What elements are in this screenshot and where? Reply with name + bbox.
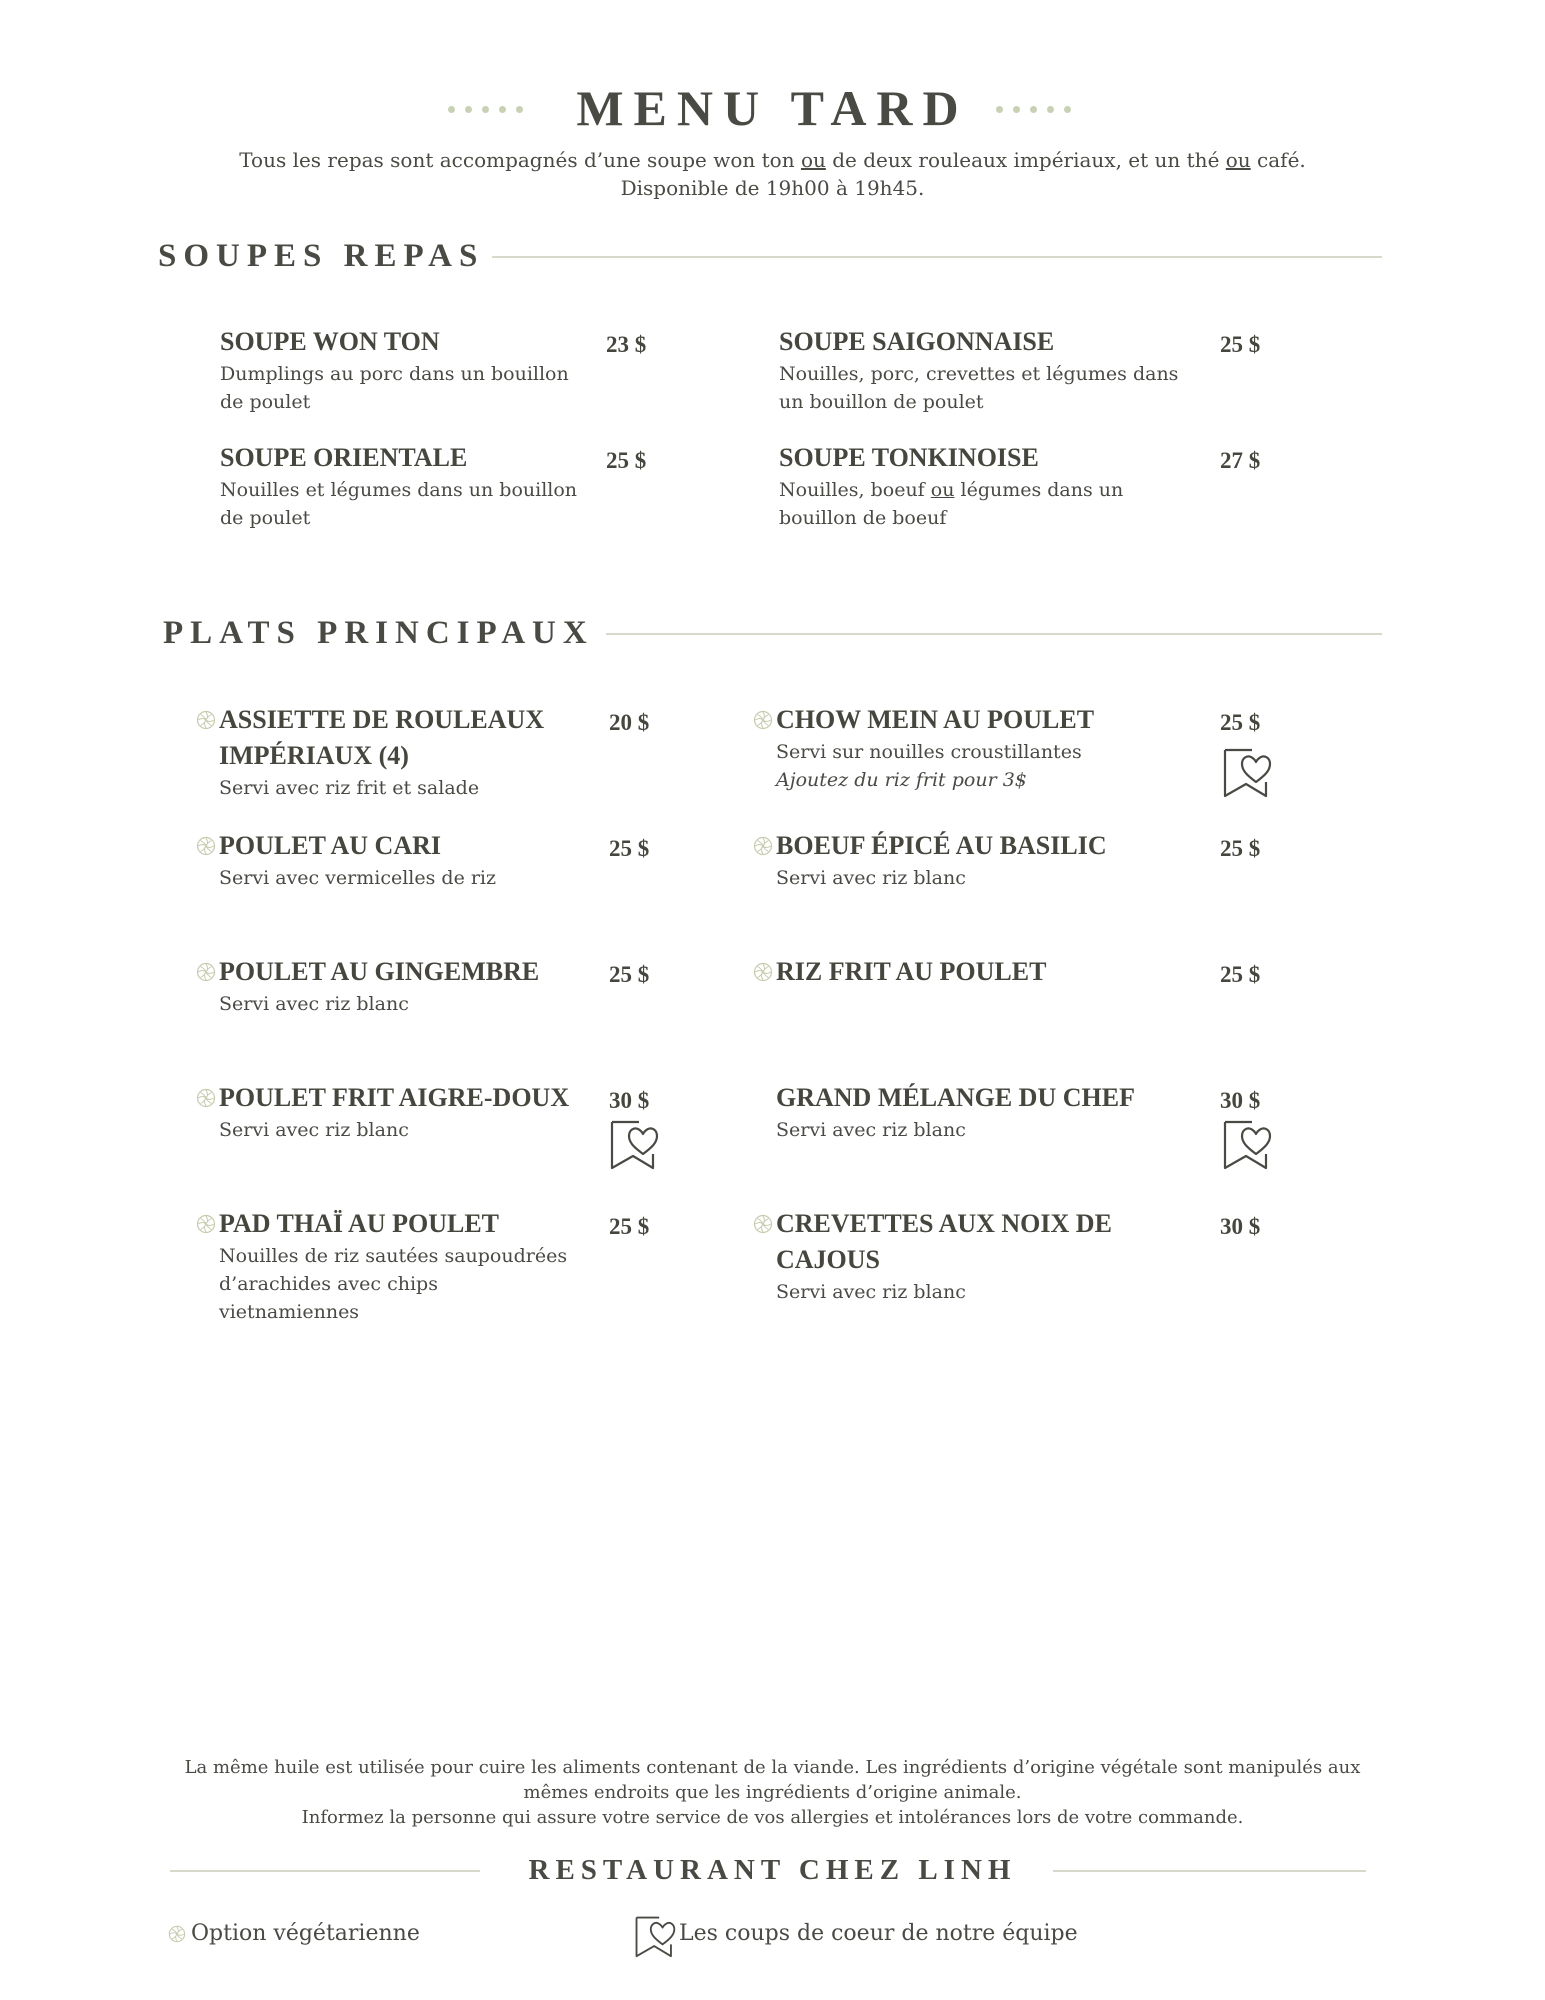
menu-item-assiette-rouleaux <box>219 702 544 802</box>
section-title-plats: PLATS PRINCIPAUX <box>163 615 594 651</box>
vegetarian-icon <box>196 1088 216 1108</box>
legend-vegetarian: Option végétarienne <box>191 1921 420 1946</box>
intro-part: Tous les repas sont accompagnés d’une soupe won ton <box>239 148 801 172</box>
menu-title-wrap <box>0 78 1545 138</box>
item-price: 20 $ <box>609 710 650 735</box>
vegetarian-icon <box>753 962 773 982</box>
allergy-note-line: Informez la personne qui assure votre service de vos allergies et intolérances lors de votre commande. <box>301 1807 1244 1828</box>
item-name: BOEUF ÉPICÉ AU BASILIC <box>776 831 1107 860</box>
item-name: CHOW MEIN AU POULET <box>776 705 1095 734</box>
item-note: Ajoutez du riz frit pour 3$ <box>776 769 1027 791</box>
item-desc: Dumplings au porc dans un bouillon de poulet <box>220 363 569 413</box>
item-name: SOUPE WON TON <box>220 327 440 356</box>
favorite-heart-icon <box>1222 1118 1272 1170</box>
menu-item-poulet-cari <box>219 828 496 892</box>
item-name: POULET AU CARI <box>219 831 442 860</box>
item-price: 25 $ <box>1220 332 1261 357</box>
menu-title: MENU TARD <box>576 80 969 136</box>
favorite-heart-icon <box>634 1914 676 1958</box>
favorite-heart-icon <box>1222 746 1272 798</box>
item-price: 30 $ <box>1220 1214 1261 1239</box>
item-price: 25 $ <box>609 836 650 861</box>
item-desc: Servi avec vermicelles de riz <box>219 867 497 889</box>
intro-ou: ou <box>1225 148 1251 172</box>
vegetarian-icon <box>196 710 216 730</box>
footer-rule-right <box>1053 1870 1366 1872</box>
section-rule <box>492 256 1382 258</box>
item-desc: Nouilles de riz sautées saupoudrées d’arachides avec chips vietnamiennes <box>219 1245 568 1323</box>
item-name: ASSIETTE DE ROULEAUX IMPÉRIAUX (4) <box>219 705 545 770</box>
item-desc: Nouilles, boeuf ou légumes dans un bouillon de boeuf <box>779 479 1124 529</box>
item-price: 27 $ <box>1220 448 1261 473</box>
vegetarian-icon <box>196 836 216 856</box>
intro-part: de deux rouleaux impériaux, et un thé <box>825 148 1226 172</box>
item-price: 25 $ <box>606 448 647 473</box>
item-price: 25 $ <box>609 962 650 987</box>
menu-item-riz-frit <box>776 954 1046 990</box>
item-name: RIZ FRIT AU POULET <box>776 957 1047 986</box>
favorite-heart-icon <box>609 1118 659 1170</box>
item-price: 25 $ <box>1220 836 1261 861</box>
item-price: 23 $ <box>606 332 647 357</box>
item-desc: Servi avec riz frit et salade <box>219 777 480 799</box>
intro-text <box>0 146 1545 174</box>
vegetarian-icon <box>196 962 216 982</box>
menu-item-soupe-orientale <box>220 440 577 532</box>
item-name: POULET FRIT AIGRE-DOUX <box>219 1083 570 1112</box>
item-name: CREVETTES AUX NOIX DE CAJOUS <box>776 1209 1112 1274</box>
item-desc: Servi avec riz blanc <box>776 867 966 889</box>
item-desc: Servi avec riz blanc <box>219 1119 409 1141</box>
intro-ou: ou <box>800 148 826 172</box>
menu-item-chow-mein <box>776 702 1094 794</box>
item-name: POULET AU GINGEMBRE <box>219 957 540 986</box>
item-desc: Servi avec riz blanc <box>776 1119 966 1141</box>
menu-item-boeuf-basilic <box>776 828 1107 892</box>
vegetarian-icon <box>753 836 773 856</box>
section-title-soupes: SOUPES REPAS <box>158 238 485 274</box>
menu-item-soupe-saigonnaise <box>779 324 1178 416</box>
allergy-note-line: mêmes endroits que les ingrédients d’origine animale. <box>523 1782 1022 1803</box>
menu-item-soupe-won-ton <box>220 324 569 416</box>
availability-text: Disponible de 19h00 à 19h45. <box>620 176 925 200</box>
item-price: 30 $ <box>1220 1088 1261 1113</box>
vegetarian-icon <box>168 1925 186 1943</box>
section-rule <box>606 633 1382 635</box>
item-desc: Nouilles, porc, crevettes et légumes dans un bouillon de poulet <box>779 363 1179 413</box>
item-name: PAD THAÏ AU POULET <box>219 1209 500 1238</box>
item-desc: Servi avec riz blanc <box>776 1281 966 1303</box>
item-name: GRAND MÉLANGE DU CHEF <box>776 1083 1135 1112</box>
item-name: SOUPE ORIENTALE <box>220 443 468 472</box>
menu-item-poulet-aigre-doux <box>219 1080 569 1144</box>
item-desc: Nouilles et légumes dans un bouillon de poulet <box>220 479 578 529</box>
intro-part: café. <box>1250 148 1306 172</box>
menu-item-grand-melange <box>776 1080 1135 1144</box>
item-price: 25 $ <box>609 1214 650 1239</box>
legend-favorite: Les coups de coeur de notre équipe <box>679 1921 1078 1946</box>
item-price: 30 $ <box>609 1088 650 1113</box>
item-desc: Servi avec riz blanc <box>219 993 409 1015</box>
item-price: 25 $ <box>1220 962 1261 987</box>
item-name: SOUPE TONKINOISE <box>779 443 1039 472</box>
allergy-note-line: La même huile est utilisée pour cuire les aliments contenant de la viande. Les ingrédients d’origine végétale sont manipulés aux <box>184 1757 1361 1778</box>
menu-item-poulet-gingembre <box>219 954 539 1018</box>
menu-item-soupe-tonkinoise <box>779 440 1123 532</box>
menu-item-crevettes-cajous <box>776 1206 1112 1306</box>
restaurant-name: RESTAURANT CHEZ LINH <box>528 1854 1017 1886</box>
vegetarian-icon <box>753 1214 773 1234</box>
item-price: 25 $ <box>1220 710 1261 735</box>
vegetarian-icon <box>753 710 773 730</box>
vegetarian-icon <box>196 1214 216 1234</box>
menu-item-pad-thai <box>219 1206 567 1326</box>
item-name: SOUPE SAIGONNAISE <box>779 327 1055 356</box>
item-desc: Servi sur nouilles croustillantes <box>776 741 1082 763</box>
